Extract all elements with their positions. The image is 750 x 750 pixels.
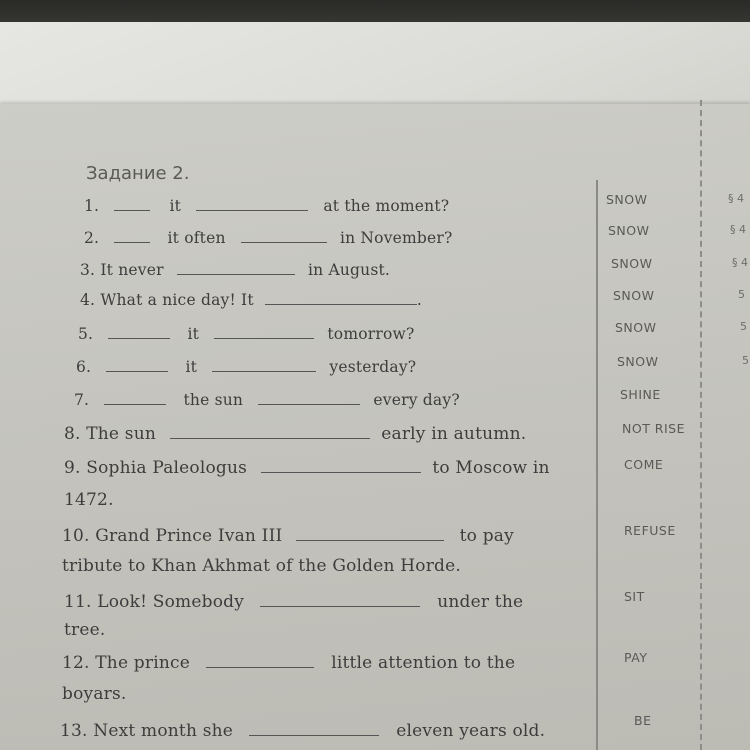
perforation-line (700, 100, 702, 750)
exercise-4: 4. What a nice day! It . (80, 291, 423, 309)
exercise-12-continued: boyars. (62, 684, 127, 704)
verb-column-divider (596, 180, 598, 750)
edge-mark: § 4 (730, 223, 746, 236)
exercise-7: 7. the sun every day? (74, 391, 460, 409)
exercise-11-continued: tree. (64, 620, 106, 640)
verb-1: SNOW (606, 192, 648, 207)
edge-mark: 5 (738, 288, 745, 301)
exercise-9-continued: 1472. (64, 490, 114, 510)
exercise-9: 9. Sophia Paleologus to Moscow in (64, 458, 550, 478)
verb-9: COME (624, 457, 664, 472)
exercise-3: 3. It never in August. (80, 261, 391, 279)
exercise-6: 6. it yesterday? (76, 358, 417, 376)
exercise-1: 1. it at the moment? (84, 197, 450, 215)
verb-6: SNOW (617, 354, 659, 369)
verb-11: SIT (624, 589, 645, 604)
verb-10: REFUSE (624, 523, 676, 538)
exercise-12: 12. The prince little attention to the (62, 653, 516, 673)
verb-2: SNOW (608, 223, 650, 238)
exercise-13: 13. Next month she eleven years old. (60, 721, 546, 741)
exercise-11: 11. Look! Somebody under the (64, 592, 524, 612)
verb-5: SNOW (615, 320, 657, 335)
exercise-10-continued: tribute to Khan Akhmat of the Golden Horde. (62, 556, 462, 576)
verb-13: BE (634, 713, 652, 728)
verb-4: SNOW (613, 288, 655, 303)
edge-mark: 5 (740, 320, 747, 333)
exercise-5: 5. it tomorrow? (78, 325, 415, 343)
verb-12: PAY (624, 650, 648, 665)
edge-mark: § 4 (732, 256, 748, 269)
exercise-2: 2. it often in November? (84, 229, 453, 247)
exercise-8: 8. The sun early in autumn. (64, 424, 527, 444)
task-title: Задание 2. (86, 163, 190, 184)
exercise-10: 10. Grand Prince Ivan III to pay (62, 526, 514, 546)
verb-7: SHINE (620, 387, 661, 402)
edge-mark: § 4 (728, 192, 744, 205)
verb-3: SNOW (611, 256, 653, 271)
verb-8: NOT RISE (622, 421, 686, 436)
edge-mark: 5 (742, 354, 749, 367)
